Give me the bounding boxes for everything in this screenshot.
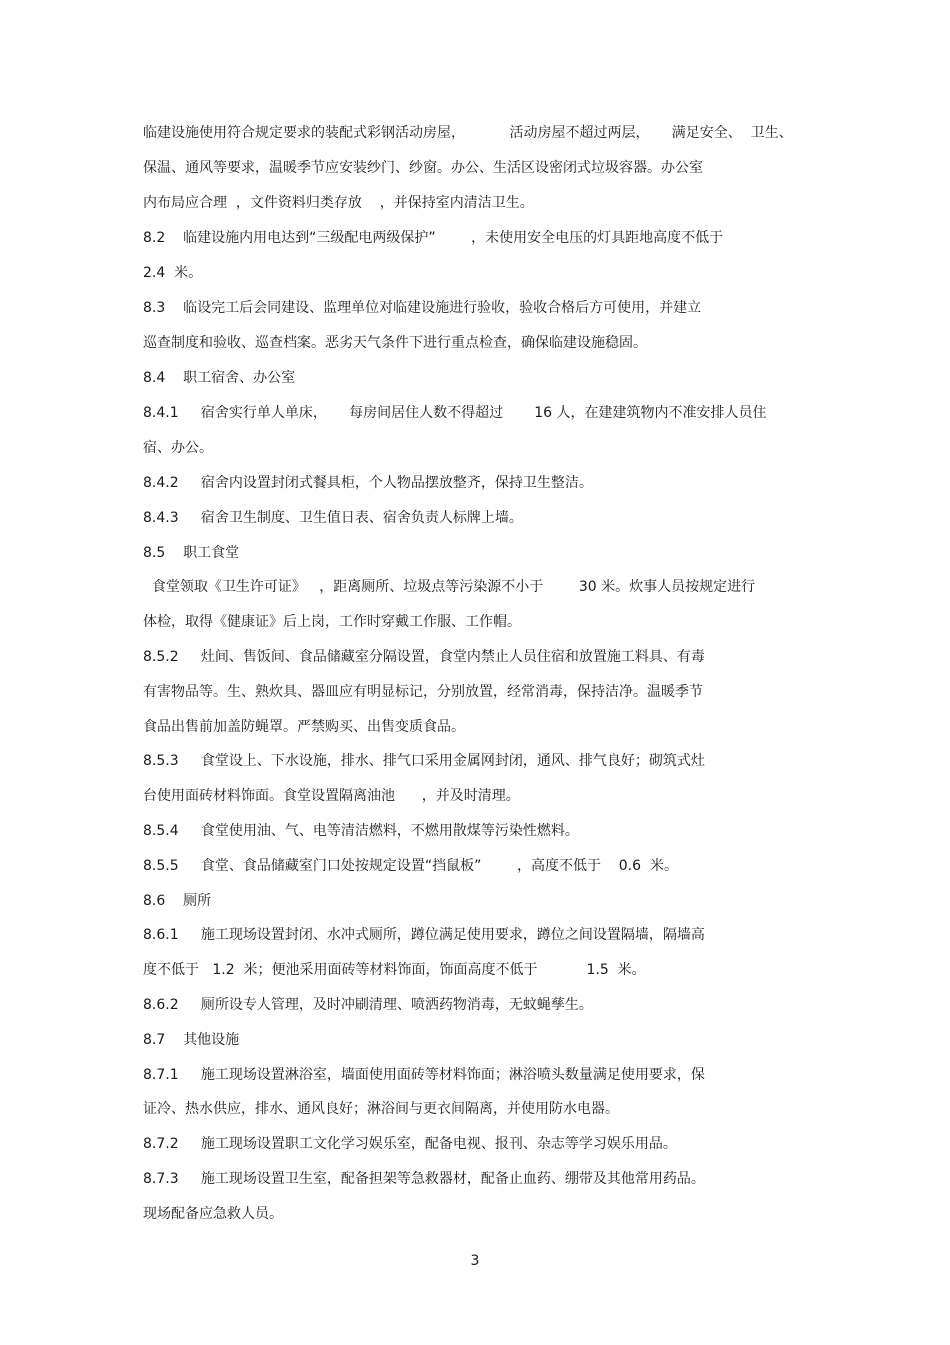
text-line: 8.7 其他设施	[143, 1032, 240, 1048]
text-line: 内布局应合理 ，文件资料归类存放 ，并保持室内清洁卫生。	[143, 195, 534, 211]
text-line: 8.7.2 施工现场设置职工文化学习娱乐室，配备电视、报刊、杂志等学习娱乐用品。	[143, 1136, 677, 1152]
text-line: 有害物品等。生、熟炊具、器皿应有明显标记，分别放置，经常消毒，保持洁净。温暖季节	[143, 684, 703, 700]
text-line: 台使用面砖材料饰面。食堂设置隔离油池 ，并及时清理。	[143, 788, 520, 804]
text-line: 8.5.2 灶间、售饭间、食品储藏室分隔设置，食堂内禁止人员住宿和放置施工料具、有毒	[143, 649, 705, 665]
text-line: 巡查制度和验收、巡查档案。恶劣天气条件下进行重点检查，确保临建设施稳固。	[143, 335, 647, 351]
text-line: 8.4 职工宿舍、办公室	[143, 370, 296, 386]
text-line: 食品出售前加盖防蝇罩。严禁购买、出售变质食品。	[143, 719, 465, 735]
text-line: 8.5.3 食堂设上、下水设施，排水、排气口采用金属网封闭，通风、排气良好；砌筑式灶	[143, 753, 705, 769]
text-line: 8.6 厕所	[143, 893, 212, 909]
text-line: 体检，取得《健康证》后上岗，工作时穿戴工作服、工作帽。	[143, 614, 521, 630]
text-line: 8.5 职工食堂	[143, 545, 240, 561]
text-line: 证冷、热水供应，排水、通风良好；淋浴间与更衣间隔离，并使用防水电器。	[143, 1101, 619, 1117]
text-line: 度不低于 1.2 米；便池采用面砖等材料饰面，饰面高度不低于 1.5 米。	[143, 962, 646, 978]
text-line: 现场配备应急救人员。	[143, 1206, 283, 1222]
text-line: 8.7.1 施工现场设置淋浴室，墙面使用面砖等材料饰面；淋浴喷头数量满足使用要求，保	[143, 1067, 705, 1083]
text-line: 保温、通风等要求，温暖季节应安装纱门、纱窗。办公、生活区设密闭式垃圾容器。办公室	[143, 160, 703, 176]
text-line: 8.4.3 宿舍卫生制度、卫生值日表、宿舍负责人标牌上墙。	[143, 510, 523, 526]
text-line: 宿、办公。	[143, 440, 213, 456]
text-line: 8.2 临建设施内用电达到“三级配电两级保护” ，未使用安全电压的灯具距地高度不低于	[143, 230, 724, 246]
text-line: 8.3 临设完工后会同建设、监理单位对临建设施进行验收，验收合格后方可使用，并建立	[143, 300, 702, 316]
text-line: 8.7.3 施工现场设置卫生室，配备担架等急救器材，配备止血药、绷带及其他常用药品。	[143, 1171, 705, 1187]
text-line: 临建设施使用符合规定要求的装配式彩钢活动房屋， 活动房屋不超过两层， 满足安全、 卫生、	[143, 125, 793, 141]
text-line: 8.6.2 厕所设专人管理，及时冲刷清理、喷洒药物消毒，无蚊蝇孳生。	[143, 997, 593, 1013]
text-line: 8.5.5 食堂、食品储藏室门口处按规定设置“挡鼠板” ，高度不低于 0.6 米。	[143, 858, 678, 874]
text-line: 8.4.1 宿舍实行单人单床， 每房间居住人数不得超过 16 人，在建建筑物内不准安排人员住	[143, 405, 767, 421]
text-line: 8.6.1 施工现场设置封闭、水冲式厕所，蹲位满足使用要求，蹲位之间设置隔墙，隔墙高	[143, 927, 705, 943]
text-line: 2.4 米。	[143, 265, 203, 281]
text-line: 8.5.4 食堂使用油、气、电等清洁燃料，不燃用散煤等污染性燃料。	[143, 823, 579, 839]
text-line: 食堂领取《卫生许可证》 ，距离厕所、垃圾点等污染源不小于 30 米。炊事人员按规定进行	[143, 579, 756, 595]
text-line: 8.4.2 宿舍内设置封闭式餐具柜，个人物品摆放整齐，保持卫生整洁。	[143, 475, 593, 491]
page-number: 3	[470, 1253, 480, 1269]
